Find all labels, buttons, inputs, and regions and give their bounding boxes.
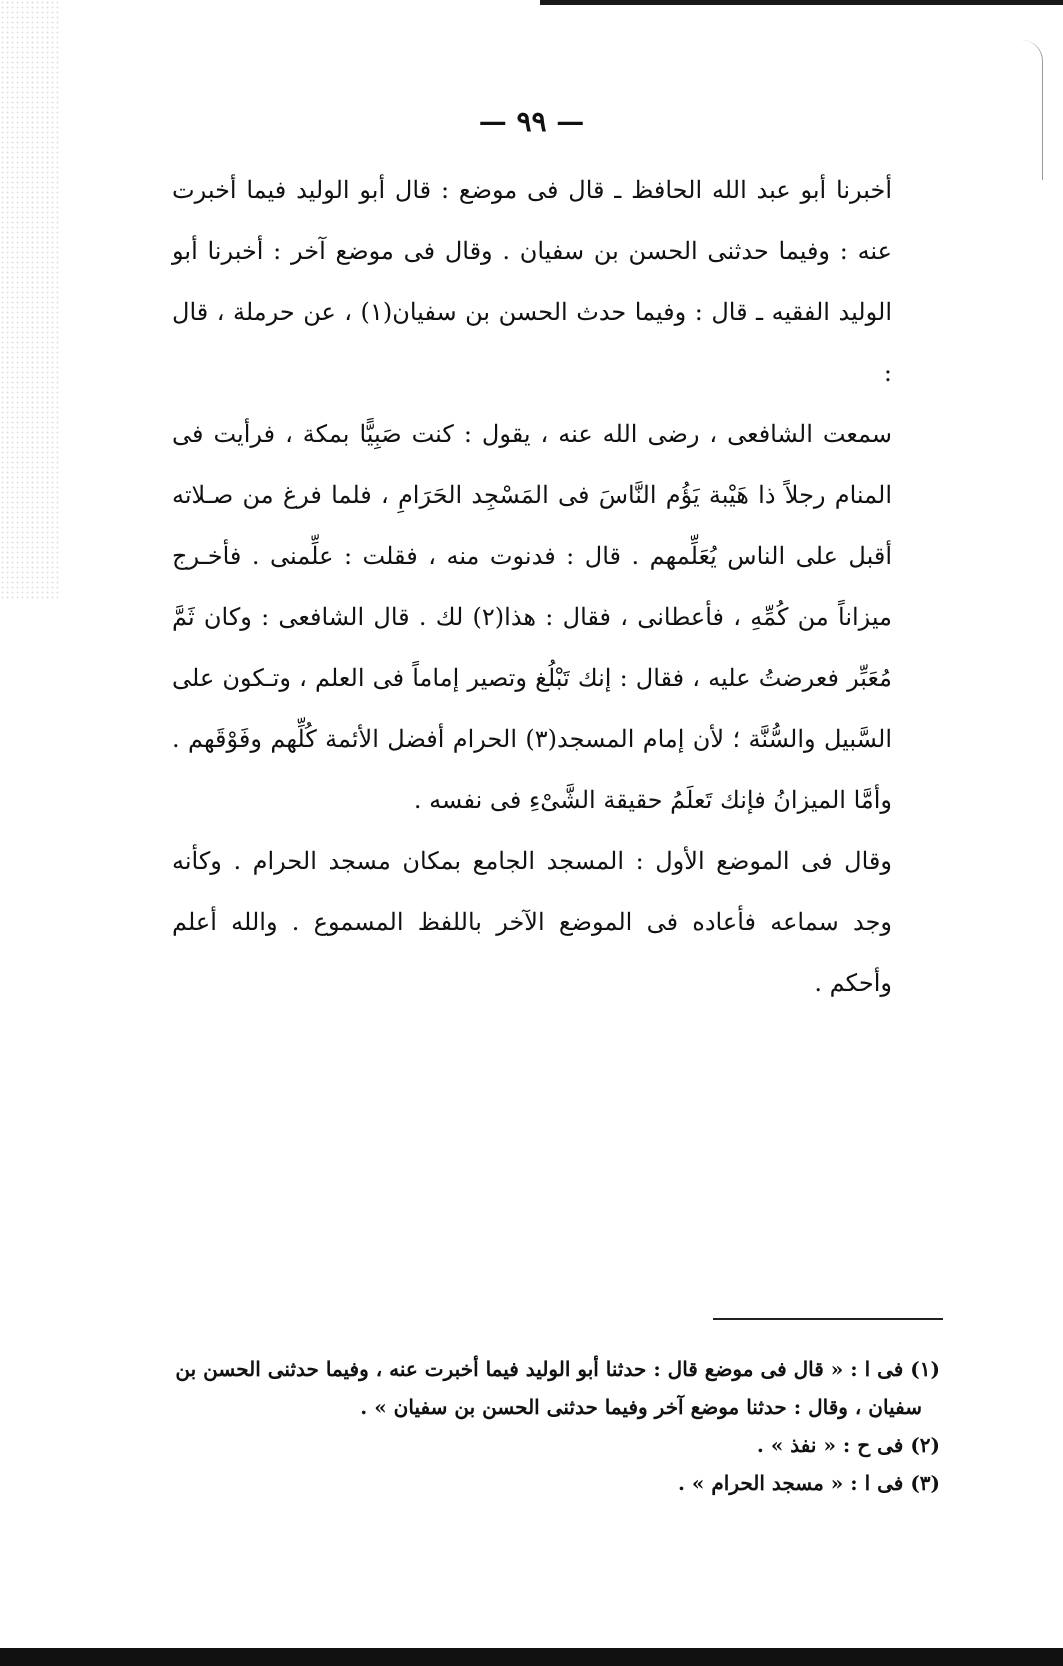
footnote-1-line-1: (١) فى ا : « قال فى موضع قال : حدثنا أبو الوليد فيما أخبرت عنه ، وفيما حدثنى الحسن بن	[175, 1357, 940, 1381]
footnote-3-text: (٣) فى ا : « مسجد الحرام » .	[677, 1471, 940, 1495]
footnote-3	[160, 1464, 940, 1502]
paragraph-isnad: أخبرنا أبو عبد الله الحافظ ـ قال فى موضع : قال أبو الوليد فيما أخبرت عنه : وفيما حدثنى الحسن بن سفيان . وقال فى موضع آخر : أخبرنا أبو الوليد الفقيه ـ قال : وفيما حدث الحسن بن سفيان(١) ، عن حرملة ، قال :	[172, 176, 892, 387]
footnote-1	[160, 1350, 940, 1426]
footnotes-block	[160, 1350, 940, 1502]
footnote-2-text: (٢) فى ح : « نفذ » .	[756, 1433, 940, 1457]
footnote-separator	[713, 1318, 943, 1320]
scan-speckle-texture	[0, 0, 60, 600]
main-text-block	[172, 160, 892, 1014]
paragraph-dream-narration: سمعت الشافعى ، رضى الله عنه ، يقول : كنت صَبِيًّا بمكة ، فرأيت فى المنام رجلاً ذا هَيْبة يَؤُم النَّاسَ فى المَسْجِد الحَرَامِ ، فلما فرغ من صـلاته أقبل على الناس يُعَلِّمهم . قال : فدنوت منه ، فقلت : علِّمنى . فأخـرج ميزاناً من كُمِّهِ ، فأعطانى ، فقال : هذا(٢) لك . قال الشافعى : وكان ثَمَّ مُعَبِّر فعرضتُ عليه ، فقال : إنك تَبْلُغ وتصير إماماً فى العلم ، وتـكون على السَّبيل والسُّنَّة ؛ لأن إمام المسجد(٣) الحرام أفضل الأئمة كُلِّهم وفَوْقَهم . وأمَّا الميزانُ فإنك تَعلَمُ حقيقة الشَّىْءِ فى نفسه .	[172, 420, 893, 814]
bottom-border-rule	[0, 1648, 1063, 1666]
top-border-rule	[540, 0, 1063, 5]
paragraph-closing-note: وقال فى الموضع الأول : المسجد الجامع بمكان مسجد الحرام . وكأنه وجد سماعه فأعاده فى الموضع الآخر باللفظ المسموع . والله أعلم وأحكم .	[172, 847, 892, 997]
footnote-2	[160, 1426, 940, 1464]
footnote-1-line-2: سفيان ، وقال : حدثنا موضع آخر وفيما حدثنى الحسن بن سفيان » .	[360, 1395, 922, 1419]
page-number: — ٩٩ —	[478, 105, 585, 138]
